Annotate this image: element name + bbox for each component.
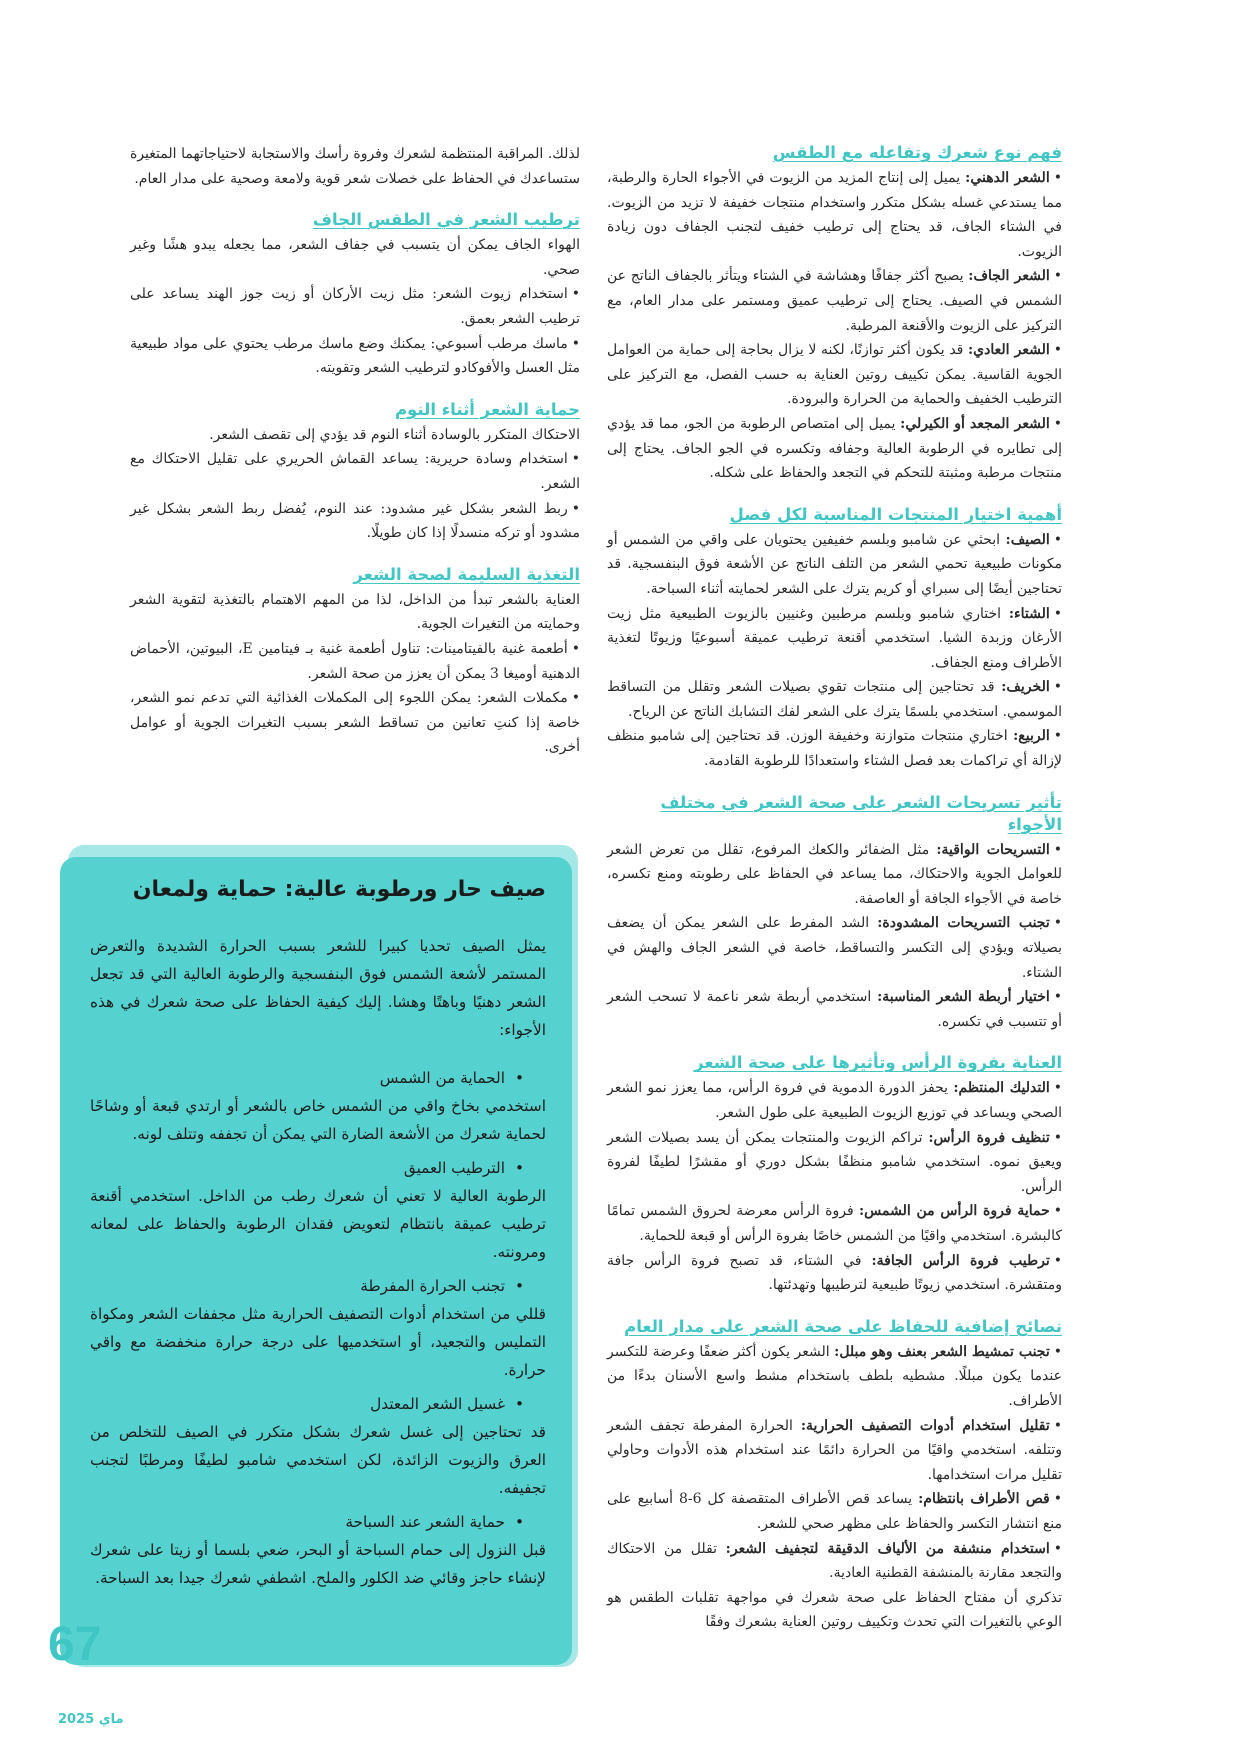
section-heading: أهمية اختيار المنتجات المناسبة لكل فصل [729, 504, 1062, 524]
box-item-title: • الحماية من الشمس [90, 1064, 524, 1092]
list-item: •الشعر الجاف: يصبح أكثر جفافًا وهشاشة في الشتاء ويتأثر بالجفاف الناتج عن الشمس في الصيف. يحتاج إلى ترطيب عميق ومستمر على مدار العام، مع التركيز على الزيوت والأقنعة المرطبة. [607, 268, 1062, 334]
list-item: •استخدام وسادة حريرية: يساعد القماش الحريري على تقليل الاحتكاك مع الشعر. [130, 451, 580, 492]
box-item-text: قللي من استخدام أدوات التصفيف الحرارية مثل مجففات الشعر ومكواة التمليس والتجعيد، أو استخدميها على درجة حرارة منخفضة مع واقي حرارة. [90, 1305, 546, 1379]
section-seasonal-products [607, 504, 1062, 774]
list-item: •ربط الشعر بشكل غير مشدود: عند النوم، يُفضل ربط الشعر بشكل غير مشدود أو تركه منسدلًا إذا كان طويلًا. [130, 500, 580, 542]
box-item-text: استخدمي بخاخ واقي من الشمس خاص بالشعر أو ارتدي قبعة أو وشاحًا لحماية شعرك من الأشعة الضارة التي يمكن أن تجففه وتتلف لونه. [90, 1097, 546, 1143]
section-sleep-protection [130, 399, 580, 546]
list-item: •مكملات الشعر: يمكن اللجوء إلى المكملات الغذائية التي تدعم نمو الشعر، خاصة إذا كنتِ تعانين من تساقط الشعر بسبب التغيرات الجوية أو عوامل أخرى. [130, 690, 580, 756]
box-title: صيف حار ورطوبة عالية: حماية ولمعان [132, 877, 546, 902]
list-item: •قص الأطراف بانتظام: يساعد قص الأطراف المتقصفة كل 6-8 أسابيع على منع انتشار التكسر والحفاظ على مظهر صحي للشعر. [607, 1491, 1062, 1532]
box-item-text: الرطوبة العالية لا تعني أن شعرك رطب من الداخل. استخدمي أقنعة ترطيب عميقة بانتظام لتعويض فقدان الرطوبة والحفاظ على لمعانه ومرونته. [90, 1187, 546, 1261]
summer-box [60, 857, 572, 1665]
box-item-title: • الترطيب العميق [90, 1154, 524, 1182]
section-hairstyles [607, 792, 1062, 1035]
section-heading: تأثير تسريحات الشعر على صحة الشعر في مختلف الأجواء [660, 792, 1062, 834]
issue-date: ماي 2025 [58, 1712, 124, 1727]
list-item: •استخدام منشفة من الألياف الدقيقة لتجفيف الشعر: تقلل من الاحتكاك والتجعد مقارنة بالمنشفة القطنية العادية. [607, 1540, 1062, 1582]
list-item: •أطعمة غنية بالفيتامينات: تناول أطعمة غنية بـ فيتامين E، البيوتين، الأحماض الدهنية أوميغا 3 يمكن أن يعزز من صحة الشعر. [130, 640, 580, 682]
box-item-title: • غسيل الشعر المعتدل [90, 1390, 524, 1418]
left-column [130, 142, 580, 778]
section-hair-type [607, 142, 1062, 486]
section-heading: العناية بفروة الرأس وتأثيرها على صحة الشعر [694, 1053, 1062, 1073]
box-item-text: قد تحتاجين إلى غسل شعرك بشكل متكرر في الصيف للتخلص من العرق والزيوت الزائدة، لكن استخدمي شامبو لطيفًا ومرطبًا لتجنب تجفيفه. [90, 1423, 546, 1497]
box-item-title: • تجنب الحرارة المفرطة [90, 1272, 524, 1300]
list-item: •التدليك المنتظم: يحفز الدورة الدموية في فروة الرأس، مما يعزز نمو الشعر الصحي ويساعد في توزيع الزيوت الطبيعية على طول الشعر. [607, 1080, 1063, 1121]
list-item: •الشعر المجعد أو الكيرلي: يميل إلى امتصاص الرطوبة من الجو، مما قد يؤدي إلى تطايره في الرطوبة العالية وجفافه وتكسره في الجو الجاف. يحتاج إلى منتجات مرطبة ومثبتة للتحكم في التجعد والحفاظ على شكله. [607, 415, 1062, 482]
section-extra-tips [607, 1316, 1062, 1635]
list-item: •تقليل استخدام أدوات التصفيف الحرارية: الحرارة المفرطة تجفف الشعر وتتلفه. استخدمي واقيًا من الحرارة دائمًا عند استخدام هذه الأدوات وحاولي تقليل مرات استخدامها. [607, 1417, 1063, 1483]
box-intro: يمثل الصيف تحديا كبيرا للشعر بسبب الحرارة الشديدة والتعرض المستمر لأشعة الشمس فوق البنفسجية والرطوبة العالية التي قد تجعل الشعر دهنيًا وباهتًا وهشا. إليك كيفية الحفاظ على صحة شعرك في هذه الأجواء: [90, 937, 546, 1039]
list-item: •الشتاء: اختاري شامبو وبلسم مرطبين وغنيين بالزيوت الطبيعية مثل زيت الأرغان وزبدة الشيا. استخدمي أقنعة ترطيب عميقة أسبوعيًا وزيوتًا لتغذية الأطراف ومنع الجفاف. [607, 605, 1062, 671]
section-dry-weather [130, 209, 580, 381]
section-heading: ترطيب الشعر في الطقس الجاف [312, 210, 580, 230]
list-item: •اختيار أربطة الشعر المناسبة: استخدمي أربطة شعر ناعمة لا تسحب الشعر أو تتسبب في تكسره. [607, 989, 1063, 1030]
section-lead: الاحتكاك المتكرر بالوسادة أثناء النوم قد يؤدي إلى تقصف الشعر. [209, 426, 580, 443]
list-item: •التسريحات الواقية: مثل الضفائر والكعك المرفوع، تقلل من تعرض الشعر للعوامل الجوية والاحتكاك، مما يساعد في الحفاظ على رطوبته ومنع تكسره، خاصة في الأجواء الجافة أو العاصفة. [607, 841, 1062, 907]
section-heading: التغذية السليمة لصحة الشعر [353, 564, 580, 584]
list-item: •حماية فروة الرأس من الشمس: فروة الرأس معرضة لحروق الشمس تمامًا كالبشرة. استخدمي واقيًا من الشمس خاصًا بفروة الرأس أو قبعة للحماية. [607, 1203, 1063, 1244]
section-lead: العناية بالشعر تبدأ من الداخل، لذا من المهم الاهتمام بالتغذية لتقوية الشعر وحمايته من التغيرات الجوية. [130, 591, 580, 633]
list-item: •تنظيف فروة الرأس: تراكم الزيوت والمنتجات يمكن أن يسد بصيلات الشعر ويعيق نموه. استخدمي شامبو منظفًا بشكل دوري أو مقشرًا لطيفًا لفروة الرأس. [607, 1129, 1062, 1195]
closing-paragraph: تذكري أن مفتاح الحفاظ على صحة شعرك في مواجهة تقلبات الطقس هو الوعي بالتغيرات التي تحدث وتكييف روتين العناية بشعرك وفقًا [607, 1589, 1062, 1631]
list-item: •ماسك مرطب أسبوعي: يمكنك وضع ماسك مرطب يحتوي على مواد طبيعية مثل العسل والأفوكادو لترطيب الشعر وتقويته. [130, 335, 580, 377]
section-heading: حماية الشعر أثناء النوم [394, 399, 580, 419]
list-item: •استخدام زيوت الشعر: مثل زيت الأركان أو زيت جوز الهند يساعد على ترطيب الشعر بعمق. [130, 286, 580, 327]
box-item-text: قبل النزول إلى حمام السباحة أو البحر، ضعي بلسما أو زيتا على شعرك لإنشاء حاجز وقائي ضد الكلور والملح. اشطفي شعرك جيدا بعد السباحة. [90, 1541, 546, 1587]
right-column [607, 142, 1062, 1653]
list-item: •ترطيب فروة الرأس الجافة: في الشتاء، قد تصبح فروة الرأس جافة ومتقشرة. استخدمي زيوتًا طبيعية لترطيبها وتهدئتها. [607, 1252, 1062, 1294]
section-scalp-care [607, 1052, 1062, 1297]
section-nutrition [130, 564, 580, 760]
section-heading: نصائح إضافية للحفاظ على صحة الشعر على مدار العام [624, 1316, 1062, 1336]
list-item: •الربيع: اختاري منتجات متوازنة وخفيفة الوزن. قد تحتاجين إلى شامبو منظف لإزالة أي تراكمات بعد فصل الشتاء واستعدادًا للرطوبة القادمة. [607, 728, 1063, 770]
page-number: 67 [48, 1618, 102, 1671]
box-item-title: • حماية الشعر عند السباحة [90, 1508, 524, 1536]
list-item: •تجنب التسريحات المشدودة: الشد المفرط على الشعر يمكن أن يضعف بصيلاته ويؤدي إلى التكسر والتساقط، خاصة في الشعر الجاف والهش في الشتاء. [607, 915, 1063, 981]
section-lead: الهواء الجاف يمكن أن يتسبب في جفاف الشعر، مما يجعله يبدو هشًا وغير صحي. [130, 237, 580, 278]
list-item: •الشعر الدهني: يميل إلى إنتاج المزيد من الزيوت في الأجواء الحارة والرطبة، مما يستدعي غسله بشكل متكرر واستخدام منتجات خفيفة لا تزيد من الزيوت. في الشتاء الجاف، قد يحتاج إلى ترطيب خفيف لتجنب الجفاف دون زيادة الزيوت. [607, 170, 1062, 260]
list-item: •الشعر العادي: قد يكون أكثر توازنًا، لكنه لا يزال بحاجة إلى حماية من العوامل الجوية القاسية. يمكن تكييف روتين العناية به حسب الفصل، مع التركيز على الترطيب الخفيف والحماية من الحرارة والبرودة. [607, 342, 1062, 408]
section-heading: فهم نوع شعرك وتفاعله مع الطقس [772, 143, 1062, 162]
intro-paragraph: لذلك. المراقبة المنتظمة لشعرك وفروة رأسك والاستجابة لاحتياجاتهما المتغيرة ستساعدك في الحفاظ على خصلات شعر قوية ولامعة وصحية على مدار العام. [130, 146, 580, 187]
list-item: •الخريف: قد تحتاجين إلى منتجات تقوي بصيلات الشعر وتقلل من التساقط الموسمي. استخدمي بلسمًا يترك على الشعر لفك التشابك الناتج عن الرياح. [607, 679, 1062, 720]
list-item: •الصيف: ابحثي عن شامبو وبلسم خفيفين يحتويان على واقي من الشمس أو مكونات طبيعية تحمي الشعر من التلف الناتج عن الأشعة فوق البنفسجية. قد تحتاجين أيضًا إلى سبراي أو كريم يترك على الشعر لحمايته أثناء السباحة. [607, 531, 1062, 597]
list-item: •تجنب تمشيط الشعر بعنف وهو مبلل: الشعر يكون أكثر ضعفًا وعرضة للتكسر عندما يكون مبللًا. مشطيه بلطف باستخدام مشط واسع الأسنان بدءًا من الأطراف. [607, 1343, 1063, 1409]
